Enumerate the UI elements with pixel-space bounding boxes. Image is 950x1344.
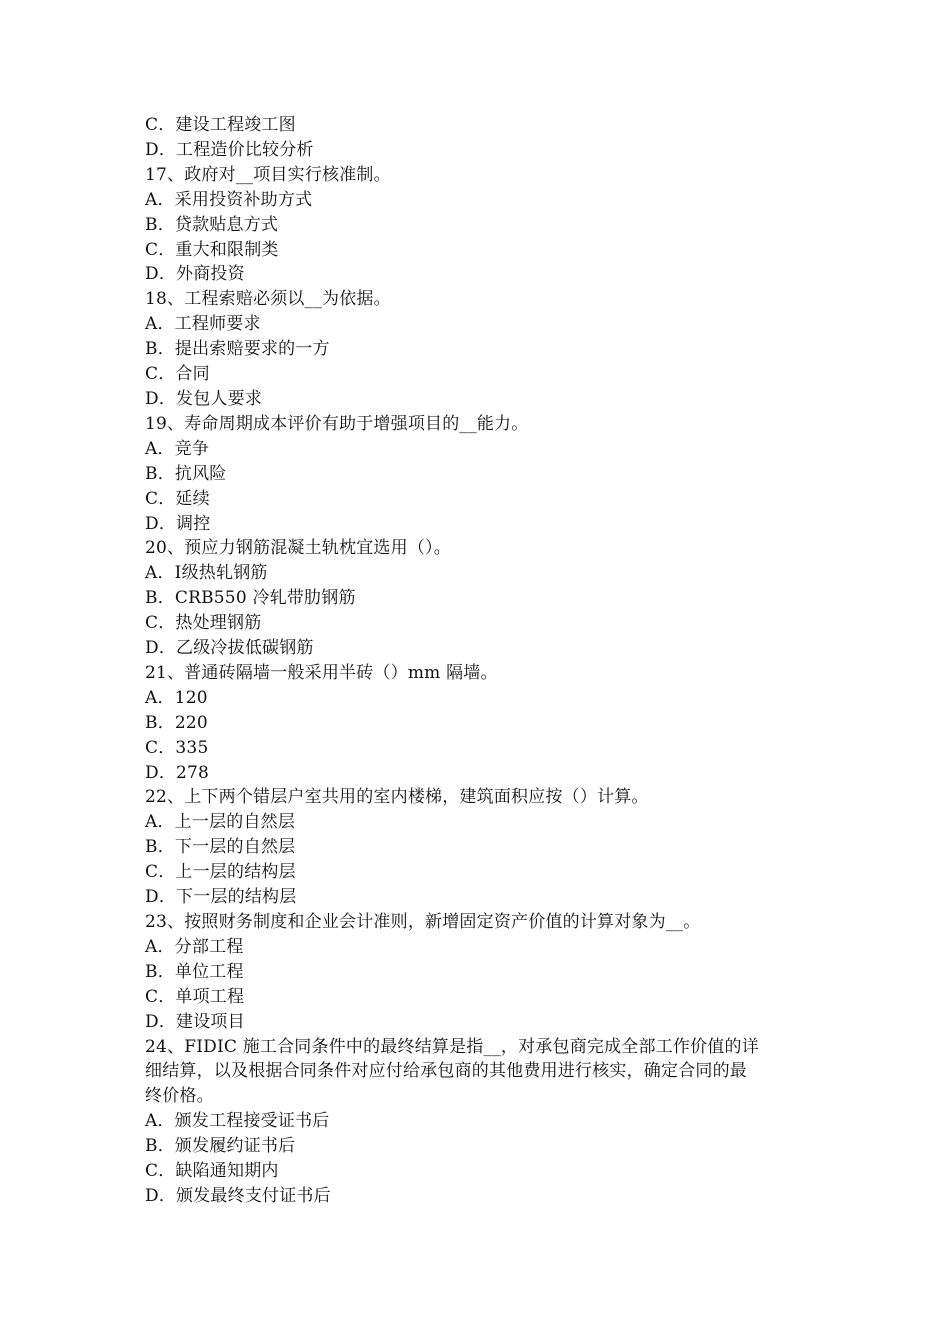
question-21: 21、普通砖隔墙一般采用半砖（）mm 隔墙。 (145, 662, 498, 683)
option-line: D．颁发最终支付证书后 (145, 1185, 331, 1206)
option-line: A．工程师要求 (145, 314, 261, 335)
question-18: 18、工程索赔必须以__为依据。 (145, 289, 391, 310)
option-line: C．335 (145, 737, 209, 758)
option-line: B．抗风险 (145, 463, 227, 484)
option-line: C．上一层的结构层 (145, 862, 296, 883)
option-line: C．建设工程竣工图 (145, 115, 296, 135)
option-line: C．合同 (145, 364, 210, 385)
option-line: D．调控 (145, 513, 211, 534)
option-line: A．120 (145, 687, 208, 708)
option-line: A．颁发工程接受证书后 (145, 1111, 330, 1132)
option-line: C．延续 (145, 488, 210, 509)
option-line: B．提出索赔要求的一方 (145, 339, 330, 360)
question-17: 17、政府对__项目实行核准制。 (145, 164, 391, 185)
option-line: B．单位工程 (145, 961, 244, 982)
option-line: D．外商投资 (145, 264, 245, 285)
option-line: B．贷款贴息方式 (145, 214, 279, 235)
option-line: D．发包人要求 (145, 388, 263, 409)
option-line: B．CRB550 冷轧带肋钢筋 (145, 588, 356, 609)
question-20: 20、预应力钢筋混凝土轨枕宜选用（）。 (145, 538, 451, 559)
option-line: D．下一层的结构层 (145, 887, 297, 908)
option-line: C．重大和限制类 (145, 239, 279, 260)
question-23: 23、按照财务制度和企业会计准则，新增固定资产价值的计算对象为__。 (145, 912, 701, 932)
option-line: C．热处理钢筋 (145, 613, 262, 634)
question-19: 19、寿命周期成本评价有助于增强项目的__能力。 (145, 413, 529, 434)
option-line: A．采用投资补助方式 (145, 189, 313, 210)
option-line: B．下一层的自然层 (145, 837, 296, 858)
option-line: D．建设项目 (145, 1011, 245, 1032)
question-24: 24、FIDIC 施工合同条件中的最终结算是指__，对承包商完成全部工作价值的详 (145, 1036, 759, 1057)
question-22: 22、上下两个错层户室共用的室内楼梯，建筑面积应按（）计算。 (145, 787, 649, 808)
option-line: A．Ⅰ级热轧钢筋 (145, 563, 268, 584)
option-line: C．缺陷通知期内 (145, 1161, 279, 1182)
option-line: D．工程造价比较分析 (145, 139, 314, 160)
option-line: A．竞争 (145, 438, 210, 459)
option-line: D．乙级冷拔低碳钢筋 (145, 638, 314, 659)
option-line: A．上一层的自然层 (145, 812, 296, 833)
question-list (145, 113, 813, 1209)
option-line: A．分部工程 (145, 936, 244, 957)
question-24-continued: 终价格。 (145, 1086, 214, 1107)
option-line: C．单项工程 (145, 986, 245, 1007)
option-line: B．220 (145, 712, 208, 733)
option-line: D．278 (145, 762, 210, 783)
option-line: B．颁发履约证书后 (145, 1136, 296, 1157)
question-24-continued: 细结算，以及根据合同条件对应付给承包商的其他费用进行核实，确定合同的最 (145, 1061, 747, 1082)
